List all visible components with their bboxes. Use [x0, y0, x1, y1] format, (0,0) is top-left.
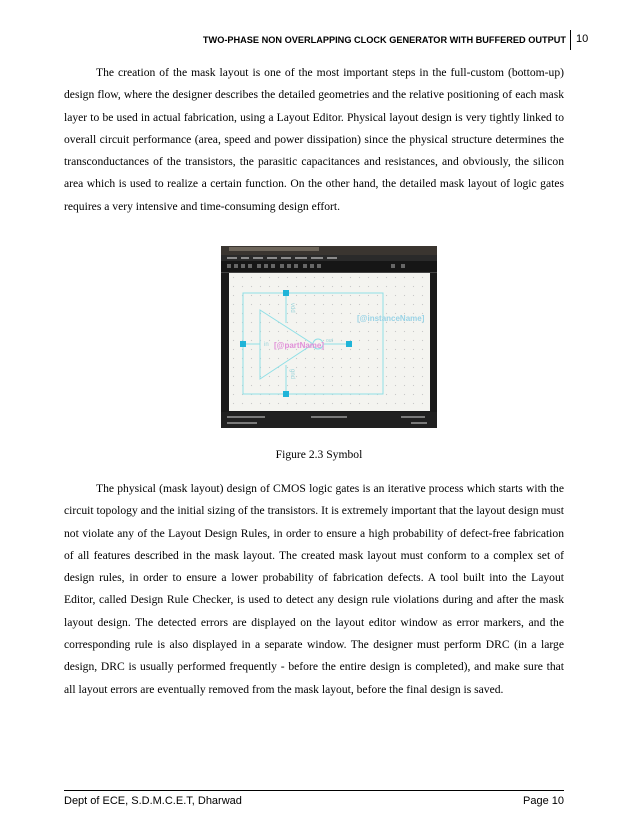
footer-department: Dept of ECE, S.D.M.C.E.T, Dharwad: [64, 795, 242, 807]
footer-page-number: Page 10: [523, 795, 564, 807]
figure-window-titlebar: [221, 246, 437, 255]
header-title: TWO-PHASE NON OVERLAPPING CLOCK GENERATOR WITH BUFFERED OUTPUT: [202, 35, 566, 45]
footer-rule: [64, 790, 564, 791]
header-page-number: 10: [576, 33, 589, 45]
instance-name-label: [@instanceName]: [357, 314, 425, 323]
body-paragraph-2: The physical (mask layout) design of CMOS logic gates is an iterative process which starts with the circuit topology and the initial sizing of the transistors. It is extremely important that the layout design must not violate any of the Layout Design Rules, in order to ensure a high probability of defect-free fabrication of all features described in the mask layout. The created mask layout must conform to a complex set of design rules, in order to ensure a lower probability of fabrication defects. A tool built into the Layout Editor, called Design Rule Checker, is used to detect any design rule violations during and after the mask layout design. The detected errors are displayed on the layout editor window as error markers, and the corresponding rule is also displayed in a separate window. The designer must perform DRC (in a large design, DRC is usually performed frequently - before the entire design is completed), and make sure that all layout errors are eventually removed from the mask layout, before the final design is saved.: [64, 482, 564, 696]
figure-caption: Figure 2.3 Symbol: [275, 448, 363, 461]
body-paragraph-1: The creation of the mask layout is one of the most important steps in the full-custom (bottom-up) design flow, where the designer describes the detailed geometries and the relative positioning of each mask layer to be used in actual fabrication, using a Layout Editor. Physical layout design is very tightly linked to overall circuit performance (area, speed and power dissipation) since the physical structure determines the transconductances of the transistors, the parasitic capacitances and resistances, and obviously, the silicon area which is used to realize a certain function. On the other hand, the detailed mask layout of logic gates requires a very intensive and time-consuming design effort.: [64, 66, 564, 213]
inverter-symbol: [229, 273, 430, 411]
pin-out-label: out: [326, 338, 333, 344]
pin-in-label: in: [264, 342, 269, 348]
figure-toolbar: [221, 261, 437, 273]
figure-screenshot: [221, 246, 437, 428]
running-header: [0, 30, 638, 50]
part-name-label: [@partName]: [274, 341, 325, 350]
header-separator: [570, 30, 571, 50]
figure-schematic-canvas: [229, 273, 430, 411]
figure-status-bar: [221, 412, 437, 428]
pin-gnd-label: gnd: [289, 369, 295, 380]
pin-vdd-label: vdd: [289, 303, 295, 313]
